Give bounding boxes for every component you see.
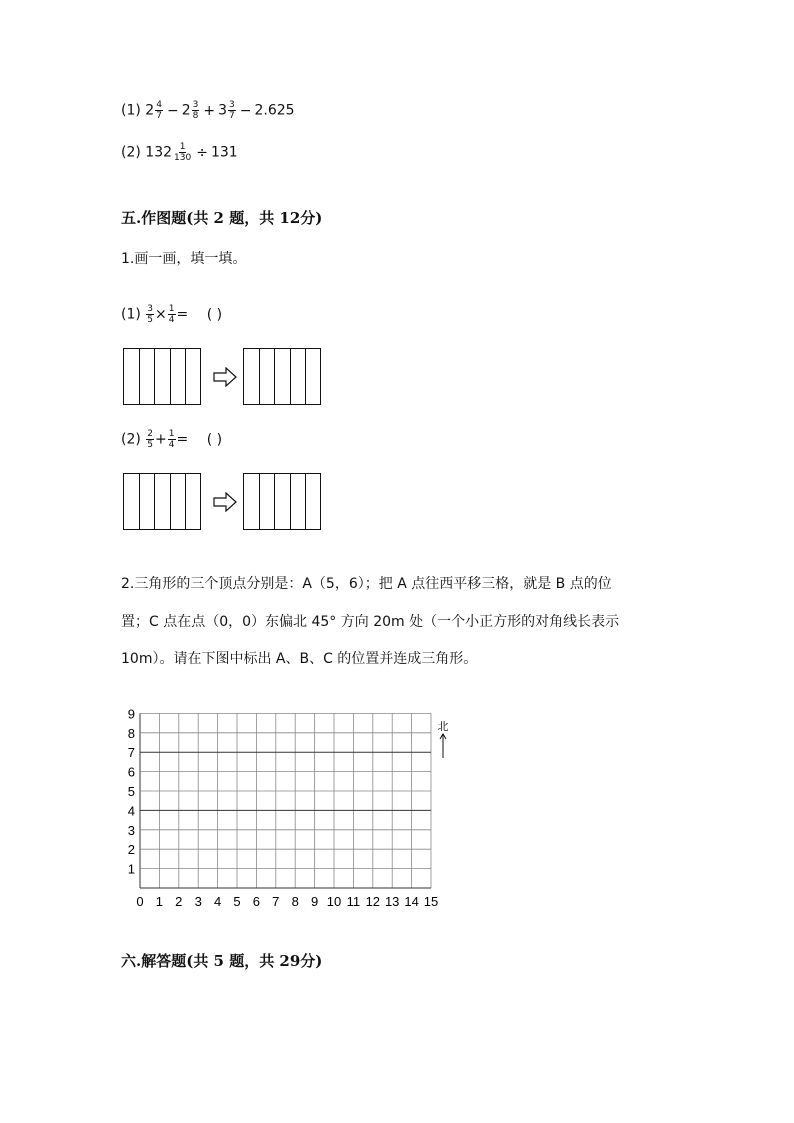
denominator: 5 bbox=[147, 440, 154, 450]
y-tick-label: 8 bbox=[127, 725, 135, 741]
x-tick-label: 10 bbox=[326, 894, 342, 909]
calc-question-1 bbox=[121, 100, 295, 121]
divider-line bbox=[139, 474, 140, 529]
fraction-rectangle-right[interactable] bbox=[243, 348, 321, 405]
equals-sign: = bbox=[176, 306, 189, 323]
divider-line bbox=[259, 349, 260, 404]
numerator: 1 bbox=[168, 429, 175, 439]
sub-question-1 bbox=[121, 304, 222, 325]
fraction-rectangle-right[interactable] bbox=[243, 473, 321, 530]
whole-number: 3 bbox=[218, 102, 227, 119]
denominator: 5 bbox=[147, 315, 154, 325]
coordinate-grid[interactable] bbox=[118, 700, 458, 915]
denominator: 4 bbox=[168, 315, 175, 325]
question-label: (1) bbox=[121, 102, 141, 119]
x-tick-label: 3 bbox=[194, 894, 202, 909]
divider-line bbox=[305, 474, 306, 529]
denominator: 130 bbox=[174, 153, 192, 163]
fraction bbox=[173, 142, 192, 163]
x-tick-label: 15 bbox=[423, 894, 439, 909]
y-tick-label: 4 bbox=[127, 803, 135, 819]
operator: × bbox=[155, 306, 167, 323]
fraction bbox=[168, 304, 176, 325]
x-tick-label: 4 bbox=[213, 894, 222, 909]
question-label: (2) bbox=[121, 144, 141, 161]
denominator: 7 bbox=[156, 111, 162, 121]
whole-number: 2 bbox=[181, 102, 191, 119]
operator: + bbox=[155, 431, 167, 448]
denominator: 4 bbox=[168, 440, 175, 450]
right-arrow-icon bbox=[213, 492, 237, 512]
divider-line bbox=[274, 349, 275, 404]
decimal-term: 2.625 bbox=[254, 102, 295, 119]
operator: ÷ bbox=[196, 144, 208, 161]
y-axis-labels bbox=[128, 706, 135, 876]
fraction-rectangle-left bbox=[123, 348, 201, 405]
x-tick-label: 1 bbox=[155, 894, 164, 909]
problem-2-line-2: 置；C 点在点（0，0）东偏北 45° 方向 20m 处（一个小正方形的对角线长表示 bbox=[121, 614, 620, 630]
question-label: (2) bbox=[121, 431, 141, 448]
divider-line bbox=[185, 349, 186, 404]
y-tick-label: 7 bbox=[127, 745, 135, 761]
numerator: 4 bbox=[156, 100, 162, 110]
divider-line bbox=[185, 474, 186, 529]
fraction bbox=[228, 100, 236, 121]
fraction bbox=[146, 304, 154, 325]
problem-2-line-1: 2.三角形的三个顶点分别是：A（5，6）；把 A 点往西平移三格，就是 B 点的位 bbox=[121, 576, 612, 592]
x-axis-labels bbox=[136, 894, 438, 909]
divider-line bbox=[170, 349, 171, 404]
operator: + bbox=[203, 102, 216, 119]
y-tick-label: 6 bbox=[127, 764, 135, 780]
divider-line bbox=[290, 349, 291, 404]
numerator: 2 bbox=[147, 429, 154, 439]
section-5-title: 五.作图题(共 2 题，共 12分) bbox=[121, 209, 323, 227]
x-tick-label: 12 bbox=[365, 894, 381, 909]
operator: − bbox=[239, 102, 252, 119]
divider-line bbox=[274, 474, 275, 529]
divider-line bbox=[305, 349, 306, 404]
answer-blank[interactable]: ( ) bbox=[206, 306, 223, 323]
fraction-rectangle-left bbox=[123, 473, 201, 530]
x-tick-label: 9 bbox=[310, 894, 319, 909]
x-tick-label: 8 bbox=[291, 894, 299, 909]
fraction bbox=[168, 429, 176, 450]
whole-number: 2 bbox=[145, 102, 155, 119]
north-indicator bbox=[438, 720, 449, 758]
north-label: 北 bbox=[437, 721, 449, 733]
y-tick-label: 5 bbox=[127, 784, 135, 799]
x-tick-label: 14 bbox=[404, 894, 419, 909]
divider-line bbox=[139, 349, 140, 404]
x-tick-label: 0 bbox=[136, 894, 144, 909]
x-tick-label: 5 bbox=[233, 894, 241, 909]
divisor: 131 bbox=[210, 144, 238, 161]
numerator: 1 bbox=[168, 304, 175, 314]
y-tick-label: 9 bbox=[127, 706, 135, 722]
right-arrow-icon bbox=[213, 367, 237, 387]
y-tick-label: 1 bbox=[127, 861, 135, 877]
numerator: 3 bbox=[192, 100, 199, 110]
x-tick-label: 13 bbox=[384, 894, 400, 909]
problem-2-line-3: 10m）。请在下图中标出 A、B、C 的位置并连成三角形。 bbox=[121, 651, 478, 667]
problem-1-prompt: 1.画一画，填一填。 bbox=[121, 251, 247, 267]
fraction bbox=[146, 429, 154, 450]
divider-line bbox=[154, 474, 155, 529]
divider-line bbox=[170, 474, 171, 529]
x-tick-label: 11 bbox=[346, 894, 361, 909]
answer-blank[interactable]: ( ) bbox=[206, 431, 223, 448]
divider-line bbox=[290, 474, 291, 529]
numerator: 3 bbox=[147, 304, 154, 314]
numerator: 1 bbox=[179, 142, 186, 152]
x-tick-label: 7 bbox=[272, 894, 280, 909]
section-6-title: 六.解答题(共 5 题，共 29分) bbox=[121, 952, 323, 970]
question-label: (1) bbox=[121, 306, 141, 323]
divider-line bbox=[154, 349, 155, 404]
divider-line bbox=[259, 474, 260, 529]
sub-question-2 bbox=[121, 429, 222, 450]
x-tick-label: 6 bbox=[252, 894, 261, 909]
whole-number: 132 bbox=[145, 144, 173, 161]
fraction bbox=[192, 100, 200, 121]
numerator: 3 bbox=[229, 100, 235, 110]
operator: − bbox=[166, 102, 179, 119]
y-tick-label: 2 bbox=[127, 842, 135, 858]
equals-sign: = bbox=[176, 431, 189, 448]
denominator: 8 bbox=[192, 111, 199, 121]
grid-lines bbox=[140, 713, 431, 888]
x-tick-label: 2 bbox=[175, 894, 183, 909]
fraction bbox=[155, 100, 163, 121]
y-tick-label: 3 bbox=[127, 822, 135, 838]
denominator: 7 bbox=[229, 111, 235, 121]
calc-question-2 bbox=[121, 142, 238, 163]
